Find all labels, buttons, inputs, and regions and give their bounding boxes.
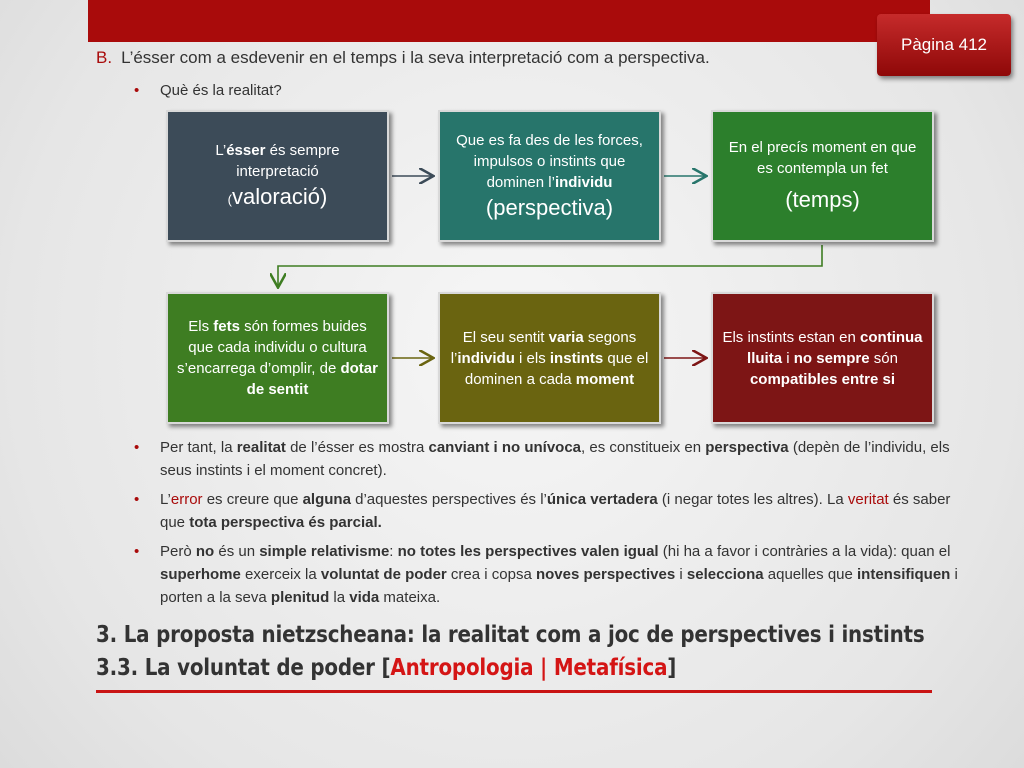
box3-text: En el precís moment en que es contempla un fet — [728, 139, 917, 177]
slide-title-line1: 3. La proposta nietzscheana: la realitat com a joc de perspectives i instints — [96, 622, 925, 648]
p3-j: la — [329, 589, 350, 606]
box5-text-a: El seu sentit — [462, 328, 549, 346]
box-perspectiva — [438, 110, 661, 242]
bullet-dot-icon: • — [134, 543, 140, 560]
box-esser-interpretacio — [166, 110, 389, 242]
box-instints-lluita — [711, 292, 934, 424]
arrow-b3-b4 — [278, 245, 822, 286]
box6-bold-b: no sempre — [793, 349, 870, 367]
p3-b: és un — [214, 543, 260, 560]
p3-g: i — [675, 566, 687, 583]
box6-text-c: són — [869, 349, 898, 367]
box5-bold-a: varia — [548, 328, 584, 346]
p2-b3: tota perspectiva és parcial. — [189, 514, 382, 531]
box2-big: (perspectiva) — [485, 194, 614, 220]
box-fets — [166, 292, 389, 424]
box6-text-a: Els instints estan en — [722, 328, 861, 346]
box-temps — [711, 110, 934, 242]
p1-d: (depèn de l’individu, els seus instints i el moment concret). — [160, 439, 950, 479]
bullet-error — [134, 488, 960, 534]
p3-d: (hi ha a favor i contràries a la vida): quan el — [658, 543, 951, 560]
p2-red-error: error — [170, 491, 203, 508]
p1-a: Per tant, la — [160, 439, 237, 456]
question-text: Què és la realitat? — [160, 82, 282, 99]
p3-f: crea i copsa — [446, 566, 536, 583]
bullet-dot-icon: • — [134, 439, 140, 456]
title2-post: ] — [667, 655, 677, 681]
p2-b2: única vertadera — [546, 491, 658, 508]
section-text: L’ésser com a esdevenir en el temps i la seva interpretació com a perspectiva. — [121, 48, 710, 67]
box4-text-b: són formes buides que cada individu o cultura s’encarrega d’omplir, de — [177, 318, 367, 377]
p1-b2: canviant i no unívoca — [428, 439, 582, 456]
p3-i: i porten a la seva — [160, 566, 958, 606]
bullet-dot-icon: • — [134, 82, 140, 99]
p1-c: , es constitueix en — [581, 439, 706, 456]
p3-b4: superhome — [160, 566, 241, 583]
p2-d: (i negar totes les altres). La — [657, 491, 848, 508]
box4-text-a: Els — [188, 318, 214, 335]
bullet-per-tant — [134, 436, 960, 482]
p3-b1: no — [195, 543, 215, 560]
p3-b2: simple relativisme — [259, 543, 390, 560]
p3-b3: no totes les perspectives valen igual — [397, 543, 659, 560]
box5-text-b: segons l’ — [450, 328, 637, 367]
p3-e: exerceix la — [240, 566, 321, 583]
p2-e: és saber que — [160, 491, 951, 531]
bullet-dot-icon: • — [134, 491, 140, 508]
p3-h: aquelles que — [763, 566, 858, 583]
box-sentit-varia — [438, 292, 661, 424]
p3-b10: vida — [349, 589, 380, 606]
title2-red: Antropologia | Metafísica — [390, 655, 668, 681]
box6-bold-a: continua lluita — [747, 328, 923, 367]
p3-a: Però — [160, 543, 196, 560]
title2-pre: 3.3. La voluntat de poder [ — [96, 655, 391, 681]
box6-bold-c: compatibles entre si — [749, 370, 896, 388]
p3-c: : — [389, 543, 398, 560]
p3-k: mateixa. — [379, 589, 441, 606]
box1-big: valoració) — [231, 184, 328, 209]
p3-b7: selecciona — [686, 566, 764, 583]
bullet-relativisme — [134, 540, 960, 609]
slide-title-line2 — [96, 655, 676, 681]
box4-bold-a: fets — [213, 318, 240, 335]
box5-bold-b: individu — [457, 349, 515, 367]
p2-red-veritat: veritat — [847, 491, 889, 508]
p3-b8: intensifiquen — [857, 566, 951, 583]
p3-b6: noves perspectives — [535, 566, 676, 583]
p2-b: es creure que — [202, 491, 303, 508]
p1-b1: realitat — [236, 439, 286, 456]
title-underline — [96, 690, 932, 693]
box5-text-c: i els — [514, 349, 550, 367]
p3-b9: plenitud — [270, 589, 330, 606]
p1-b3: perspectiva — [705, 439, 789, 456]
box5-bold-d: moment — [575, 370, 635, 388]
p1-b: de l’ésser es mostra — [285, 439, 429, 456]
box2-text: Que es fa des de les forces, impulsos o instints que dominen l’ — [456, 131, 643, 191]
box6-text-b: i — [782, 349, 794, 367]
box5-bold-c: instints — [549, 349, 604, 367]
box4-bold-b: dotar de sentit — [246, 360, 378, 398]
box5-text-d: que el dominen a cada — [464, 349, 649, 388]
box1-paren: ( — [227, 192, 232, 207]
p2-b1: alguna — [302, 491, 351, 508]
box1-bold: ésser — [226, 142, 266, 159]
page-number-badge: Pàgina 412 — [877, 14, 1011, 76]
p3-b5: voluntat de poder — [320, 566, 447, 583]
box1-text-b: és sempre interpretació — [236, 142, 340, 180]
box1-text-a: L’ — [215, 142, 227, 159]
p2-a: L’ — [160, 491, 171, 508]
box2-bold: individu — [554, 173, 613, 191]
p2-c: d’aquestes perspectives és l’ — [350, 491, 547, 508]
box3-big: (temps) — [785, 187, 860, 212]
section-letter: B. — [96, 48, 113, 67]
